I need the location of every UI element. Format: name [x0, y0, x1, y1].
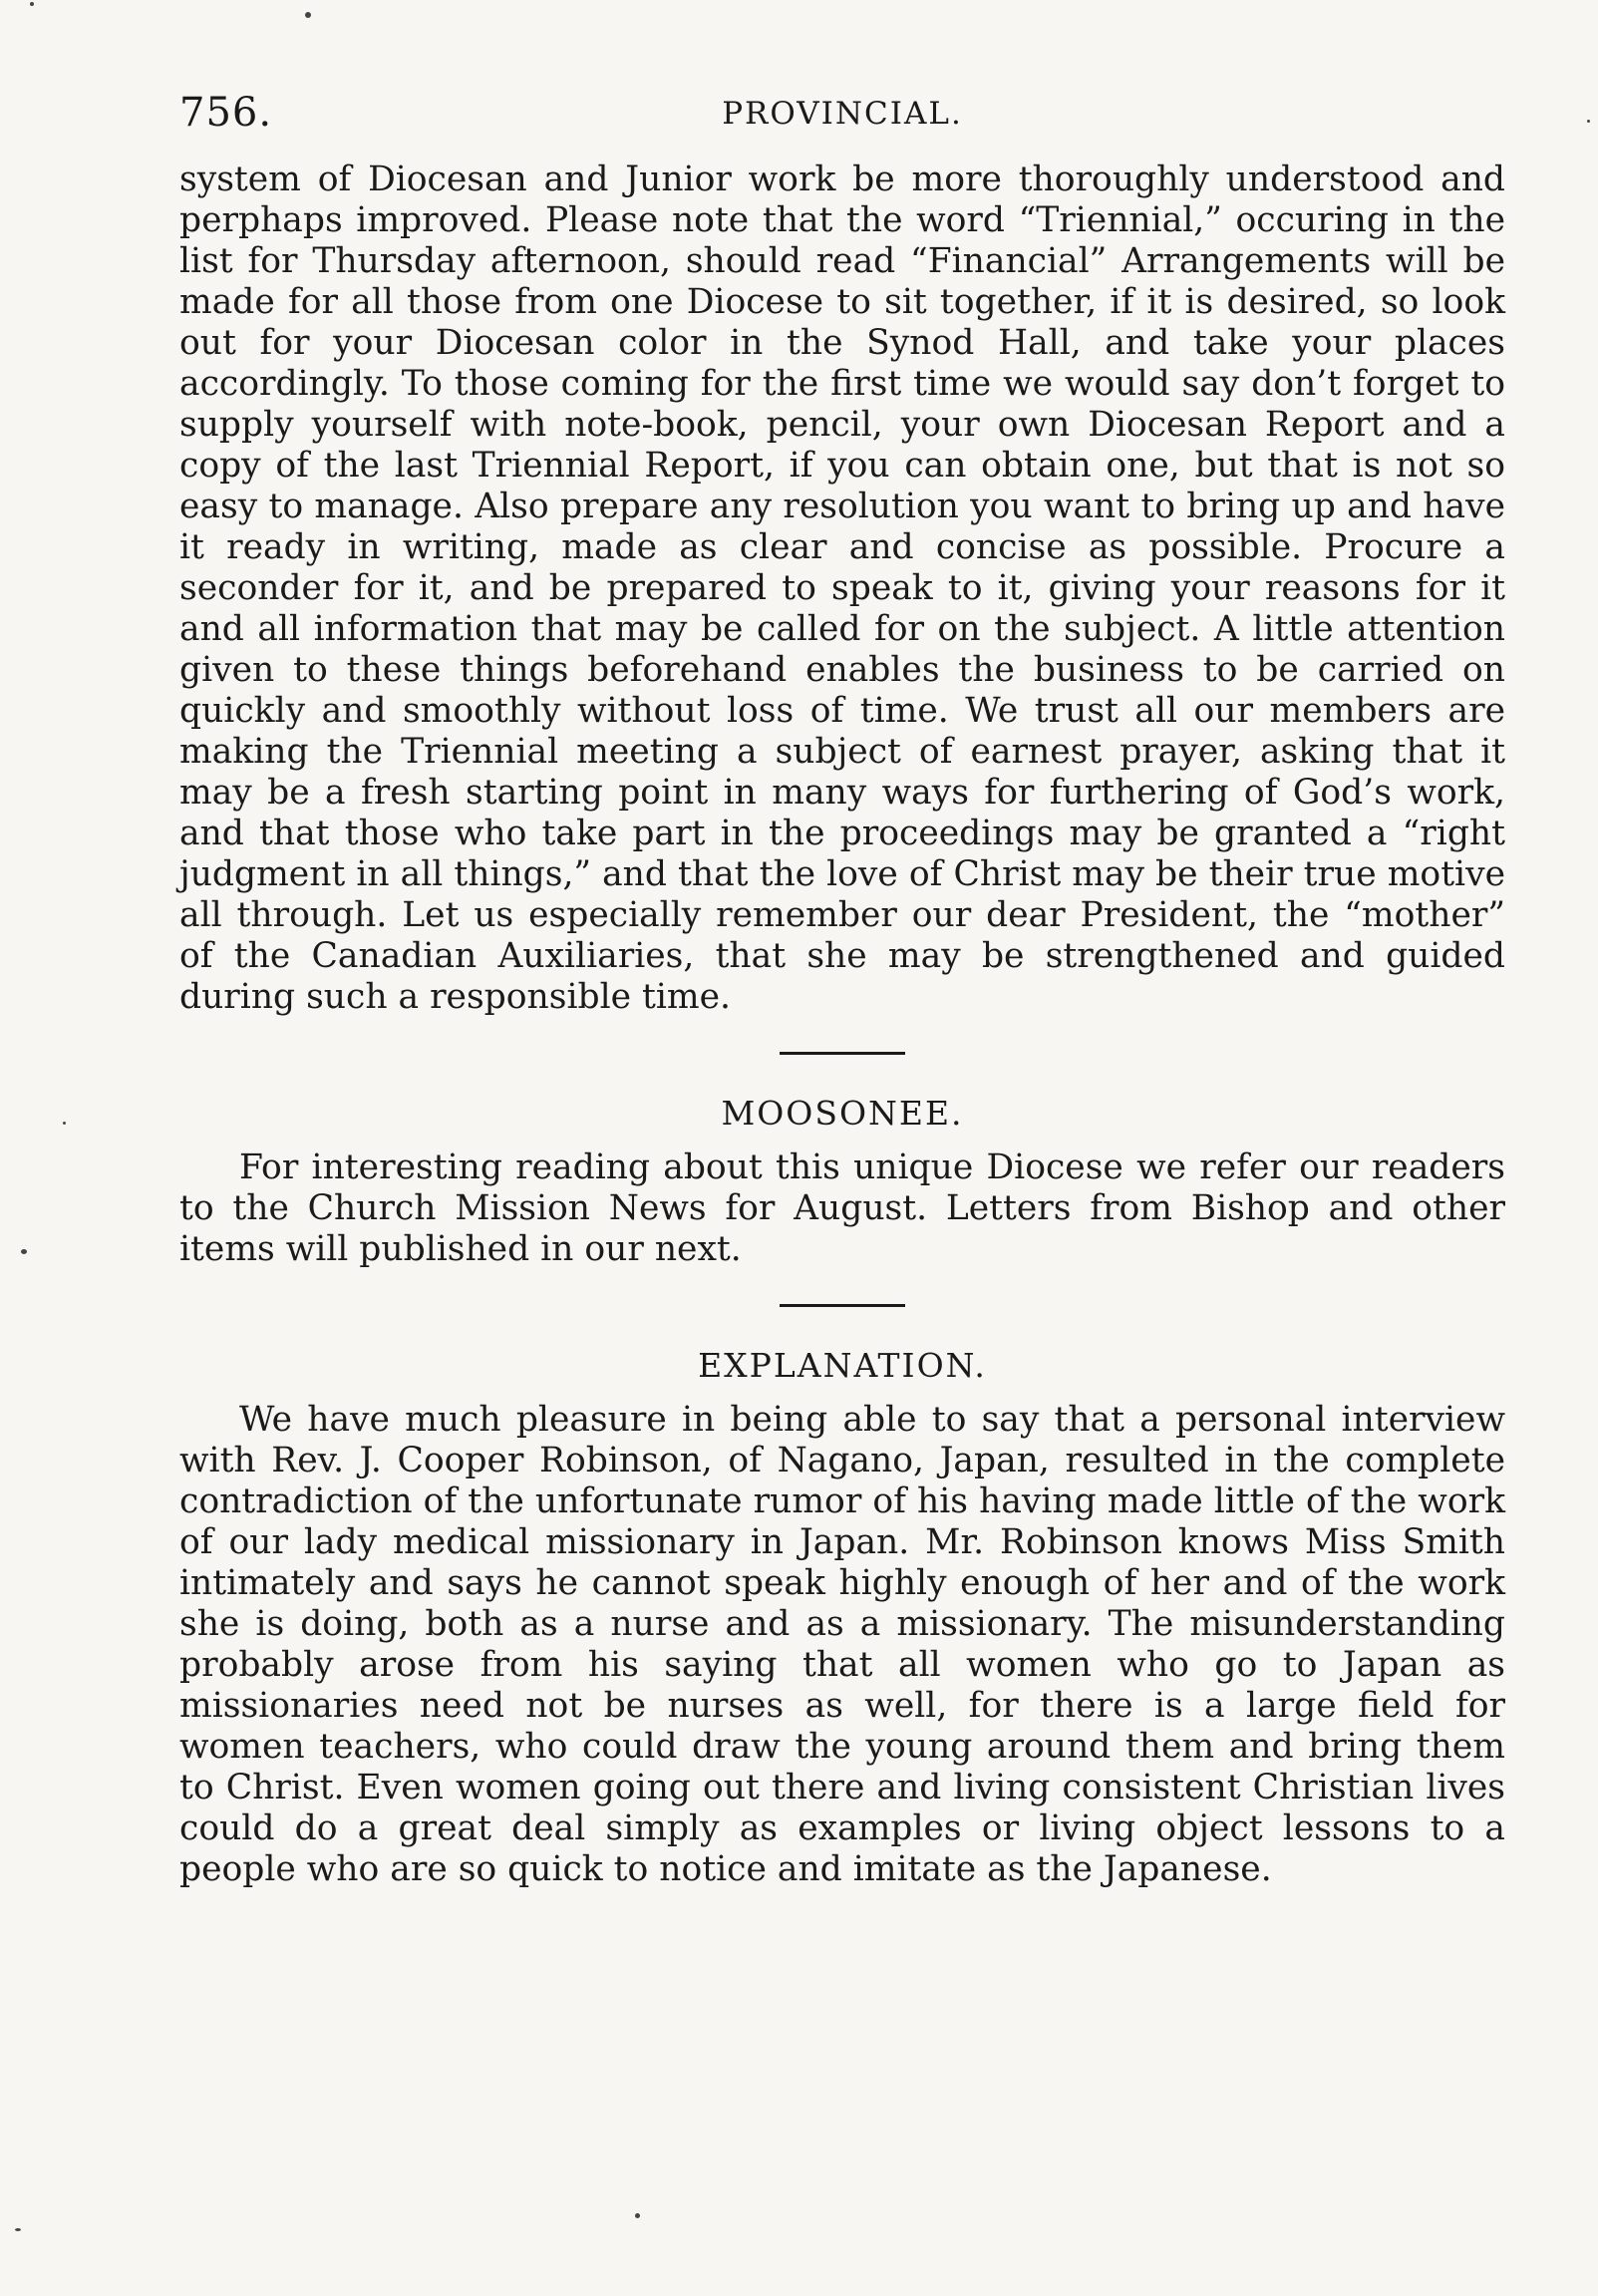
page-number: 756. [179, 90, 273, 136]
moosonee-paragraph: For interesting reading about this unique Diocese we refer our readers to the Church Mission News for August. Letters from Bishop and other items will published in our next. [179, 1148, 1505, 1269]
body-text [179, 160, 1505, 1890]
section-heading-moosonee: MOOSONEE. [721, 1094, 964, 1133]
section-divider [780, 1052, 905, 1055]
scan-speck [15, 2228, 21, 2231]
scan-speck [63, 1122, 66, 1125]
scan-speck [1587, 120, 1590, 123]
scan-speck [30, 2, 34, 6]
continuation-paragraph: system of Diocesan and Junior work be more thoroughly understood and perphaps improved. Please note that the word “Triennial,” occuring in the list for Thursday afternoon, should read “Financial” Arrangements will be made for all those from one Diocese to sit together, if it is desired, so look out for your Diocesan color in the Synod Hall, and take your places accordingly. To those coming for the first time we would say don’t forget to supply yourself with note-book, pencil, your own Diocesan Report and a copy of the last Triennial Report, if you can obtain one, but that is not so easy to manage. Also prepare any resolution you want to bring up and have it ready in writing, made as clear and concise as possible. Procure a seconder for it, and be prepared to speak to it, giving your reasons for it and all information that may be called for on the subject. A little attention given to these things beforehand enables the business to be carried on quickly and smoothly without loss of time. We trust all our members are making the Triennial meeting a subject of earnest prayer, asking that it may be a fresh starting point in many ways for furthering of God’s work, and that those who take part in the proceedings may be granted a “right judgment in all things,” and that the love of Christ may be their true motive all through. Let us especially remember our dear President, the “mother” of the Canadian Auxiliaries, that she may be strengthened and guided during such a responsible time. [179, 160, 1505, 1017]
page-header [179, 90, 1505, 160]
running-head: PROVINCIAL. [722, 96, 963, 132]
scan-speck [21, 1249, 27, 1254]
explanation-paragraph: We have much pleasure in being able to say that a personal interview with Rev. J. Cooper Robinson, of Nagano, Japan, resulted in the complete contradiction of the unfortunate rumor of his having made little of the work of our lady medical missionary in Japan. Mr. Robinson knows Miss Smith intimately and says he cannot speak highly enough of her and of the work she is doing, both as a nurse and as a missionary. The misunderstanding probably arose from his saying that all women who go to Japan as missionaries need not be nurses as well, for there is a large field for women teachers, who could draw the young around them and bring them to Christ. Even women going out there and living consistent Christian lives could do a great deal simply as examples or living object lessons to a people who are so quick to notice and imitate as the Japanese. [179, 1400, 1505, 1889]
scan-speck [635, 2213, 640, 2218]
section-divider [780, 1304, 905, 1307]
section-heading-explanation: EXPLANATION. [698, 1346, 987, 1385]
document-page [179, 90, 1505, 1890]
scan-speck [305, 12, 311, 18]
